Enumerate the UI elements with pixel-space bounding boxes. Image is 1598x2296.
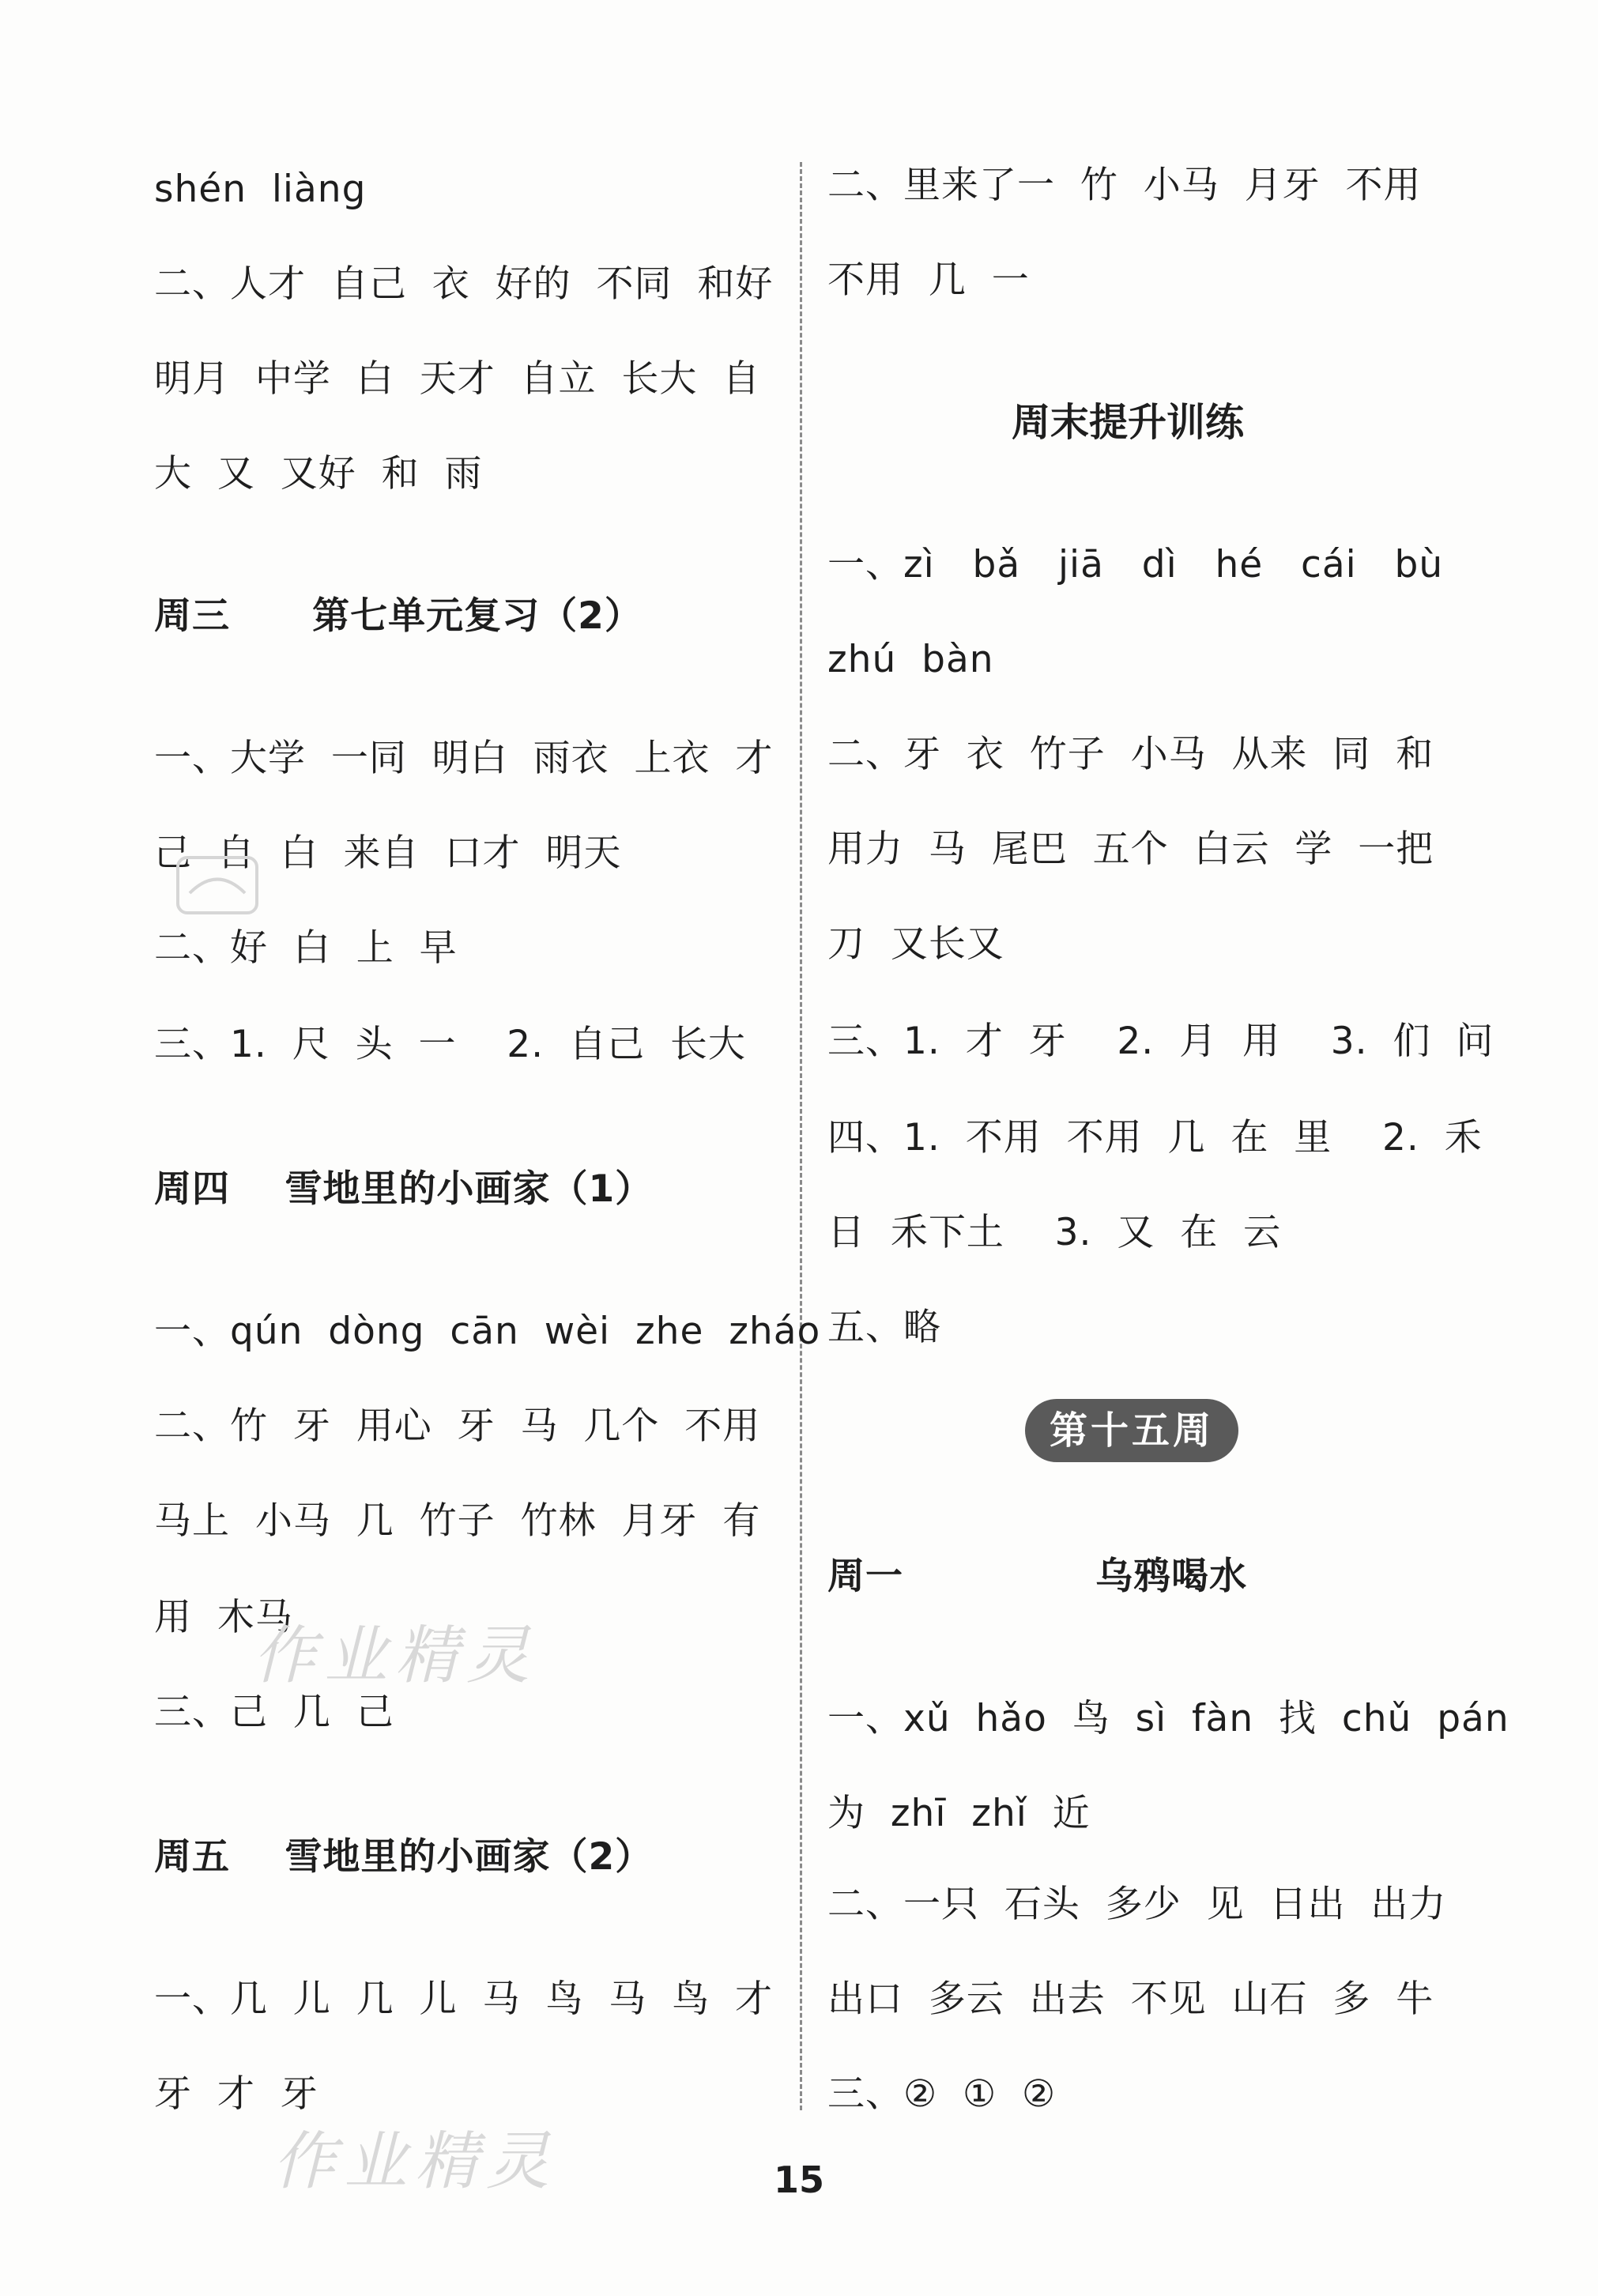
watermark-stamp-icon (170, 850, 265, 921)
right-line-9: 三、1. 才 牙 2. 月 用 3. 们 问 (827, 1020, 1494, 1063)
right-line-4: 一、zì bǎ jiā dì hé cái bù (827, 543, 1444, 586)
week-badge: 第十五周 (1025, 1399, 1238, 1462)
left-line-3: 明月 中学 白 天才 自立 长大 自 (154, 357, 761, 401)
right-line-10: 四、1. 不用 不用 几 在 里 2. 禾 (827, 1116, 1483, 1159)
right-line-19: 三、② ① ② (827, 2072, 1057, 2116)
left-line-1: shén liàng (154, 168, 367, 211)
right-line-5: zhú bàn (827, 638, 994, 681)
section-heading-fri: 周五 雪地里的小画家（2） (154, 1835, 654, 1879)
left-line-2: 二、人才 自己 衣 好的 不同 和好 (154, 262, 774, 306)
left-line-13: 马上 小马 几 竹子 竹林 月牙 有 (154, 1499, 761, 1543)
right-line-12: 五、略 (827, 1306, 941, 1349)
right-line-18: 出口 多云 出去 不见 山石 多 牛 (827, 1977, 1434, 2021)
watermark-text: 作业精灵 (273, 2124, 557, 2198)
column-divider (800, 162, 802, 2110)
section-heading-mon: 周一 乌鸦喝水 (827, 1555, 1248, 1598)
section-heading-thu: 周四 雪地里的小画家（1） (154, 1167, 654, 1211)
right-line-16: 为 zhī zhǐ 近 (827, 1792, 1091, 1835)
section-heading-weekend: 周末提升训练 (1012, 400, 1245, 445)
left-line-14: 用 木马 (154, 1596, 293, 1639)
page-number: 15 (773, 2158, 824, 2201)
left-line-6: 一、大学 一同 明白 雨衣 上衣 才 (154, 737, 774, 780)
right-line-11: 日 禾下土 3. 又 在 云 (827, 1211, 1282, 1254)
right-line-1: 二、里来了一 竹 小马 月牙 不用 (827, 164, 1422, 207)
right-line-17: 二、一只 石头 多少 见 日出 出力 (827, 1883, 1447, 1926)
right-line-7: 用力 马 尾巴 五个 白云 学 一把 (827, 828, 1434, 871)
left-line-11: 一、qún dòng cān wèi zhe zháo (154, 1310, 821, 1353)
left-line-12: 二、竹 牙 用心 牙 马 几个 不用 (154, 1404, 761, 1448)
left-line-15: 三、己 几 己 (154, 1691, 394, 1734)
left-line-8: 二、好 白 上 早 (154, 926, 458, 970)
left-line-9: 三、1. 尺 头 一 2. 自己 长大 (154, 1023, 746, 1066)
right-line-15: 一、xǔ hǎo 鸟 sì fàn 找 chǔ pán (827, 1697, 1509, 1740)
right-line-6: 二、牙 衣 竹子 小马 从来 同 和 (827, 733, 1434, 776)
watermark-text: 作业精灵 (253, 1619, 537, 1692)
section-heading-wed: 周三 第七单元复习（2） (154, 594, 643, 638)
right-line-2: 不用 几 一 (827, 258, 1030, 302)
right-line-8: 刀 又长又 (827, 922, 1004, 966)
left-line-17: 一、几 儿 几 儿 马 鸟 马 鸟 才 (154, 1977, 774, 2021)
left-line-4: 大 又 又好 和 雨 (154, 452, 483, 496)
left-line-18: 牙 才 牙 (154, 2072, 318, 2116)
left-line-7: 己 自 白 来自 口才 明天 (154, 831, 622, 875)
